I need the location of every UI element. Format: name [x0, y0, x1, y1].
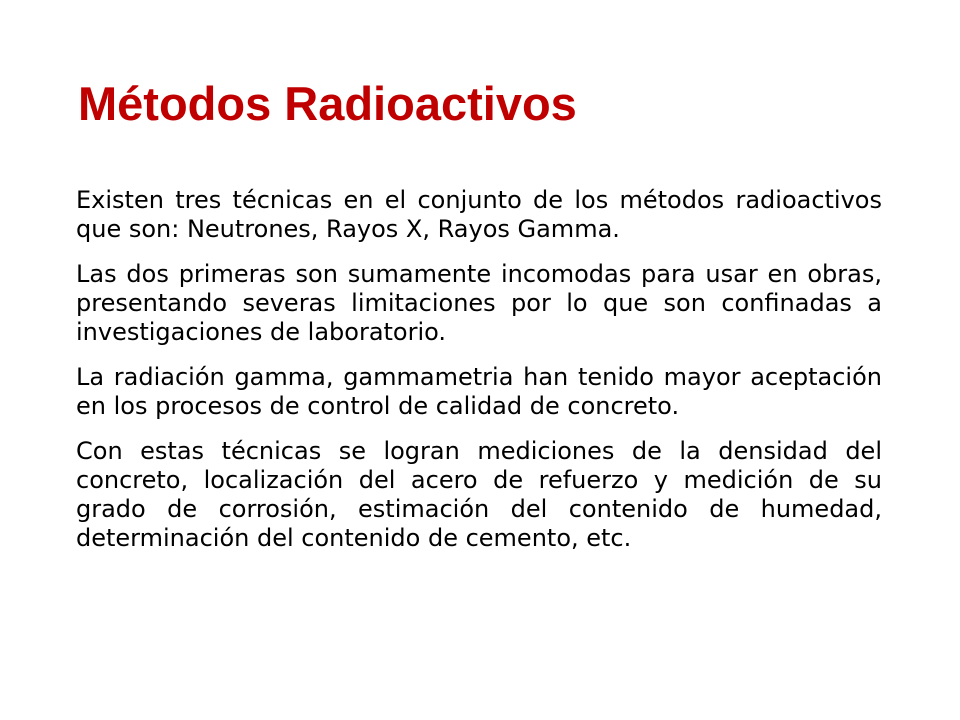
paragraph-measurements: Con estas técnicas se logran mediciones de la densidad del concreto, localización del acero de refuerzo y medición de su grado de corrosión, estimación del contenido de humedad, determinación del contenido de cemento, etc.: [76, 437, 882, 552]
paragraph-gamma: La radiación gamma, gammametria han tenido mayor aceptación en los procesos de control de calidad de concreto.: [76, 363, 882, 420]
slide-title: Métodos Radioactivos: [78, 77, 577, 130]
paragraph-techniques: Existen tres técnicas en el conjunto de los métodos radioactivos que son: Neutrones, Rayos X, Rayos Gamma.: [76, 186, 882, 243]
paragraph-limitations: Las dos primeras son sumamente incomodas para usar en obras, presentando severas limitaciones por lo que son confinadas a investigaciones de laboratorio.: [76, 260, 882, 346]
slide-body: [76, 186, 882, 569]
